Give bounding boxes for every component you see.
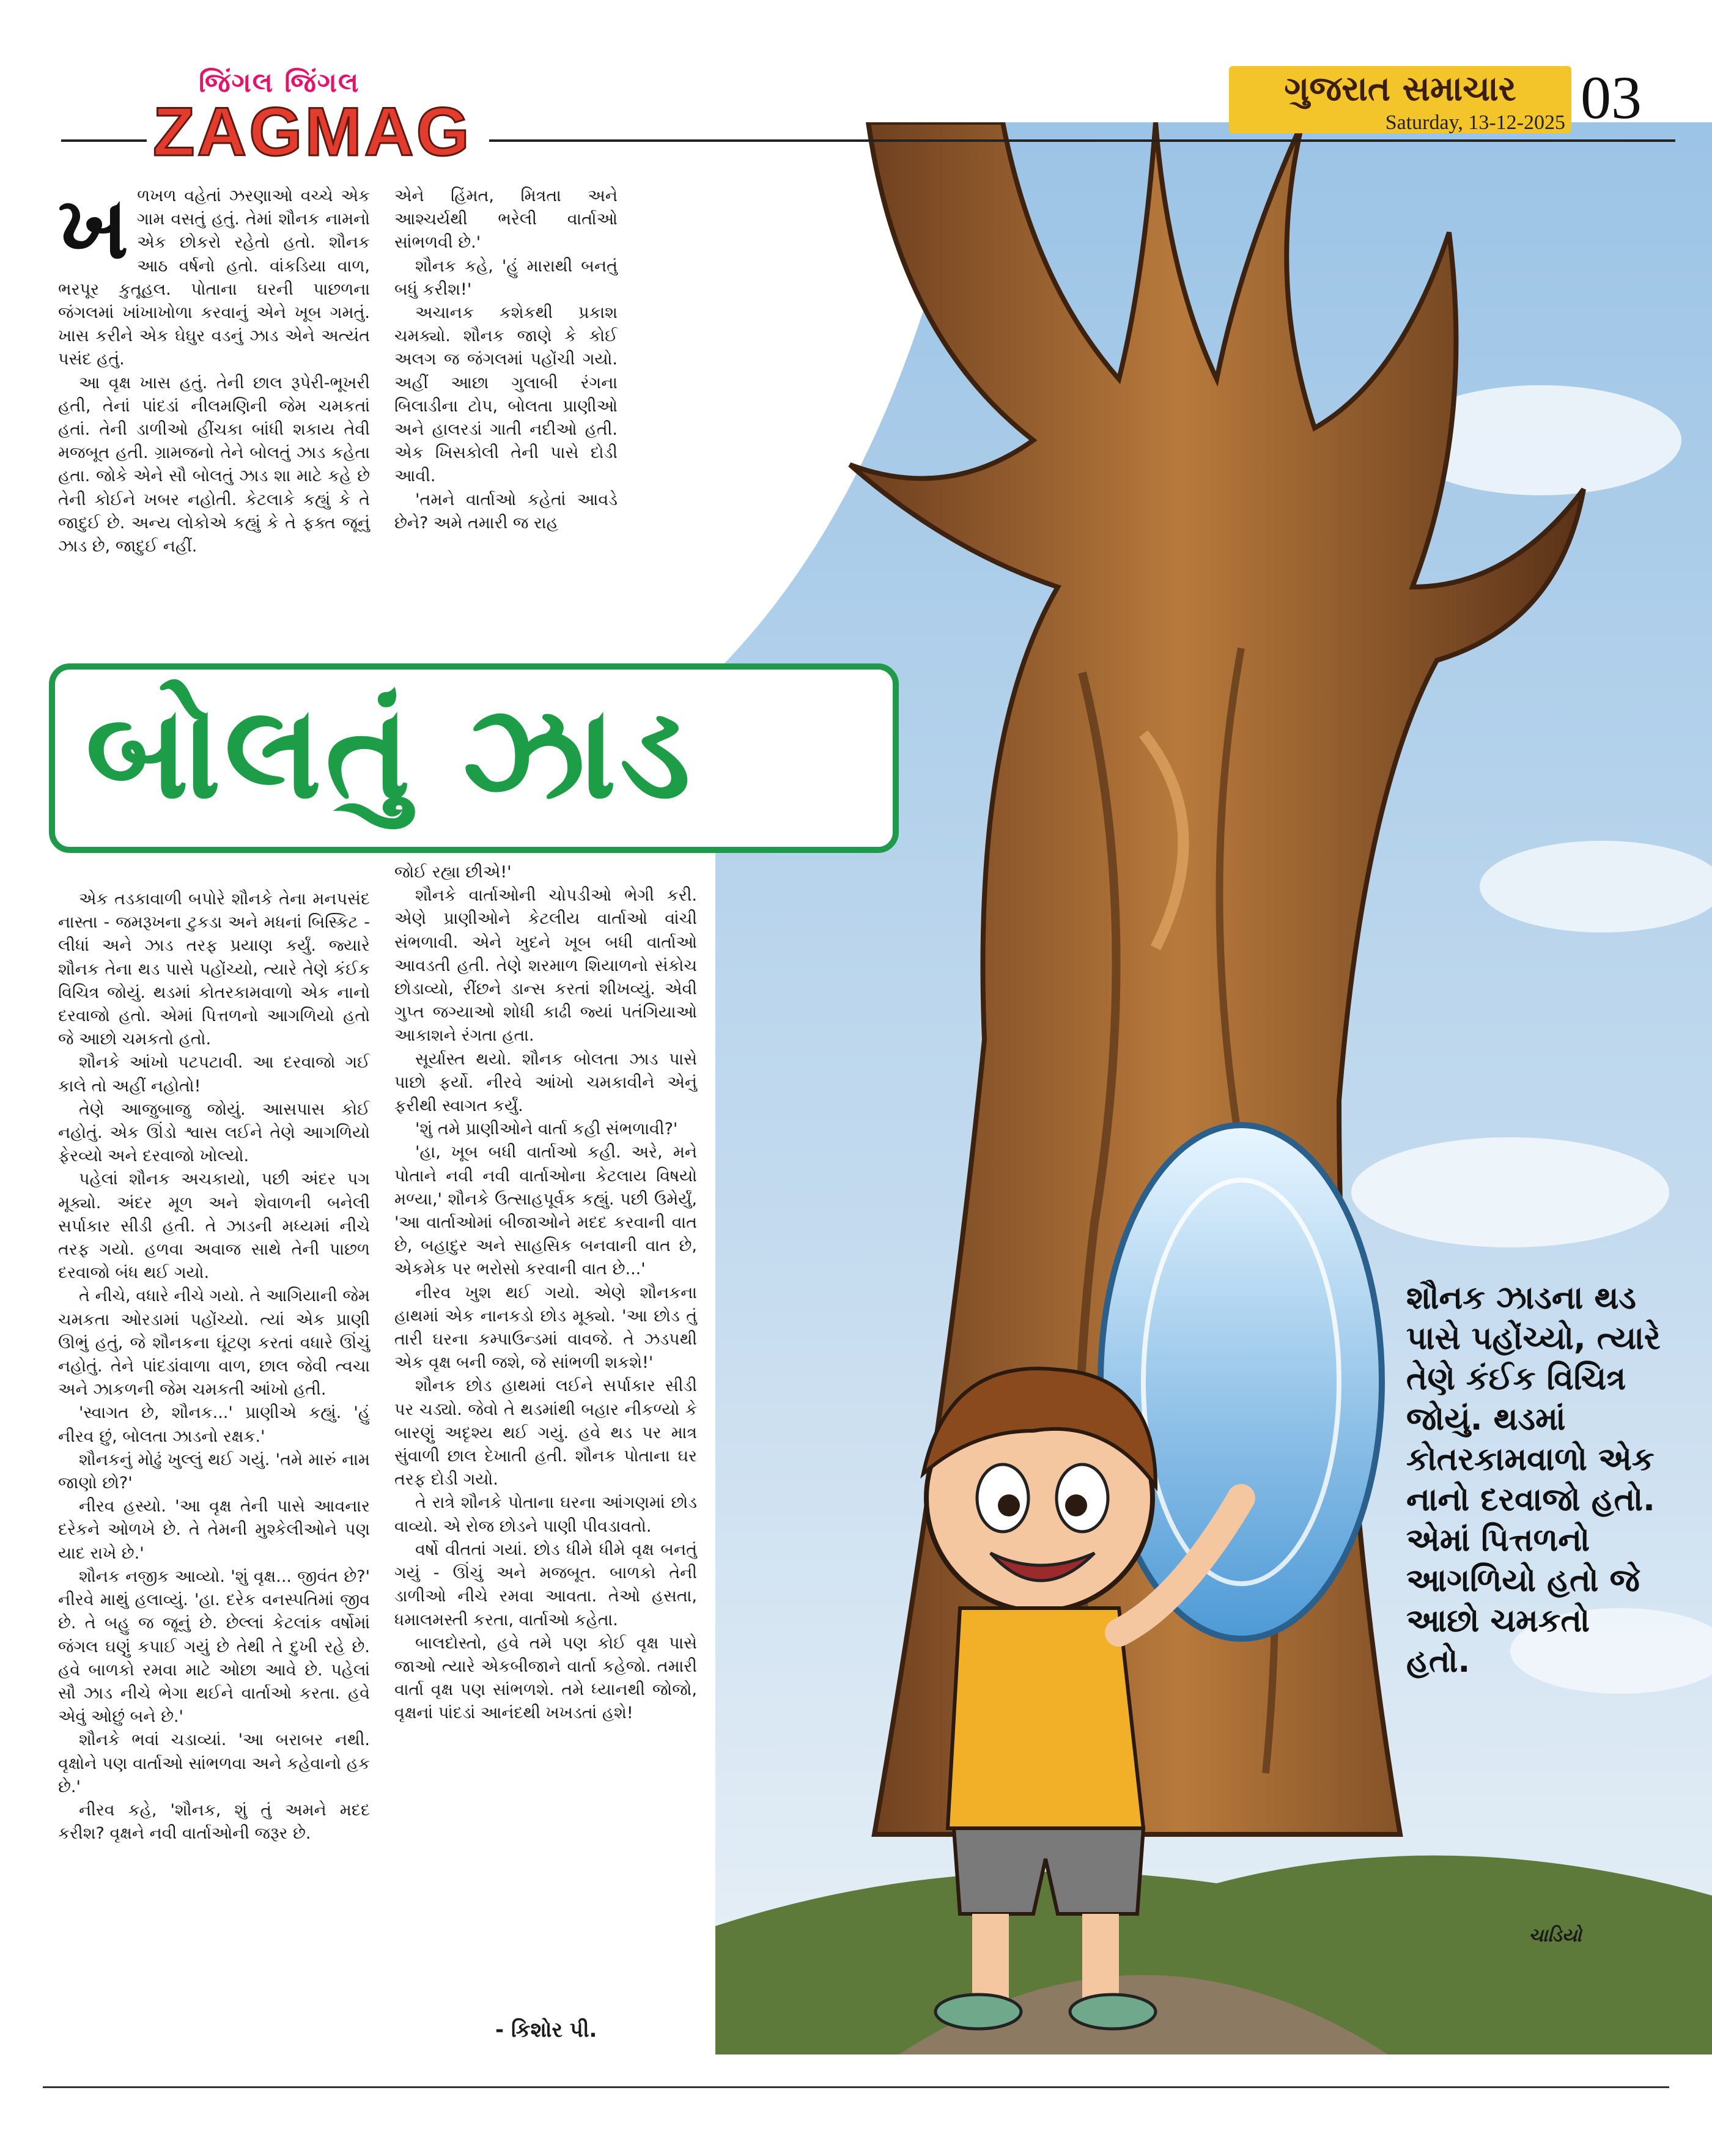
paragraph: નીરવ હસ્યો. 'આ વૃક્ષ તેની પાસે આવનાર દરેકને ઓળખે છે. તે તેમની મુશ્કેલીઓને પણ યાદ રાખે છે.': [58, 1497, 370, 1563]
paragraph: નીરવ કહે, 'શૌનક, શું તું અમને મદદ કરીશ? વૃક્ષને નવી વાર્તાઓની જરૂર છે.: [58, 1800, 370, 1844]
paragraph: 'તમને વાર્તાઓ કહેતાં આવડે છેને? અમે તમારી જ રાહ: [394, 490, 618, 533]
paragraph: પહેલાં શૌનક અચકાયો, પછી અંદર પગ મૂક્યો. અંદર મૂળ અને શેવાળની બનેલી સર્પાકાર સીડી હતી. તે ઝાડની મધ્યમાં નીચે તરફ ગયો. હળવા અવાજ સાથે તેની પાછળ દરવાજો બંધ થઈ ગયો.: [58, 1170, 370, 1283]
paragraph: શૌનક નજીક આવ્યો. 'શું વૃક્ષ... જીવંત છે?' નીરવે માથું હલાવ્યું. 'હા. દરેક વનસ્પતિમાં જીવ છે. તે બહુ જ જૂનું છે. છેલ્લાં કેટલાંક વર્ષોમાં જંગલ ઘણું કપાઈ ગયું છે તેથી તે દુખી રહે છે. હવે બાળકો રમવા માટે ઓછા આવે છે. પહેલાં સૌ ઝાડ નીચે ભેગા થઈને વાર્તાઓ કરતા. હવે એવું ઓછું બને છે.': [58, 1567, 370, 1727]
article-column-1: [58, 179, 370, 649]
paragraph: 'હા, ખૂબ બધી વાર્તાઓ કહી. અરે, મને પોતાને નવી નવી વાર્તાઓના કેટલાય વિષયો મળ્યા,' શૌનકે ઉત્સાહપૂર્વક કહ્યું. પછી ઉમેર્યું, 'આ વાર્તાઓમાં બીજાઓને મદદ કરવાની વાત છે, બહાદુર અને સાહસિક બનવાની વાત છે, એકમેક પર ભરોસો કરવાની વાત છે...': [394, 1143, 697, 1279]
paragraph: એક તડકાવાળી બપોરે શૌનકે તેના મનપસંદ નાસ્તા - જમરૂખના ટુકડા અને મધનાં બિસ્કિટ - લીધાં અને ઝાડ તરફ પ્રયાણ કર્યું. જ્યારે શૌનક તેના થડ પાસે પહોંચ્યો, ત્યારે તેણે કંઈક વિચિત્ર જોયું. થડમાં કોતરકામવાળો એક નાનો દરવાજો હતો. એમાં પિત્તળનો આગળિયો હતો જે આછો ચમકતો હતો.: [58, 890, 370, 1049]
paragraph: શૌનક છોડ હાથમાં લઈને સર્પાકાર સીડી પર ચડ્યો. જેવો તે થડમાંથી બહાર નીકળ્યો કે બારણું અદૃશ્ય થઈ ગયું. હવે થડ પર માત્ર સુંવાળી છાલ દેખાતી હતી. શૌનક પોતાના ઘર તરફ દોડી ગયો.: [394, 1376, 697, 1490]
paragraph: જોઈ રહ્યા છીએ!': [394, 863, 512, 882]
paragraph: નીરવ ખુશ થઈ ગયો. એણે શૌનકના હાથમાં એક નાનકડો છોડ મૂક્યો. 'આ છોડ તું તારી ઘરના કમ્પાઉન્ડમાં વાવજે. તે ઝડપથી એક વૃક્ષ બની જશે, જે સાંભળી શકશે!': [394, 1283, 697, 1373]
paragraph: અચાનક કશેકથી પ્રકાશ ચમક્યો. શૌનક જાણે કે કોઈ અલગ જ જંગલમાં પહોંચી ગયો. અહીં આછા ગુલાબી રંગના બિલાડીના ટોપ, બોલતા પ્રાણીઓ અને હાલરડાં ગાતી નદીઓ હતી. એક ખિસકોલી તેની પાસે દોડી આવી.: [394, 303, 618, 486]
paragraph: ળખળ વહેતાં ઝરણાઓ વચ્ચે એક ગામ વસતું હતું. તેમાં શૌનક નામનો એક છોકરો રહેતો હતો. શૌનક આઠ વર્ષનો હતો. વાંકડિયા વાળ, ભરપૂર કુતૂહલ. પોતાના ઘરની પાછળના જંગલમાં ખાંખાખોળા કરવાનું એને ખૂબ ગમતું. ખાસ કરીને એક ઘેઘુર વડનું ઝાડ એને અત્યંત પસંદ હતું.: [58, 186, 370, 369]
paragraph: શૌનકે વાર્તાઓની ચોપડીઓ ભેગી કરી. એણે પ્રાણીઓને કેટલીય વાર્તાઓ વાંચી સંભળાવી. એને ખુદને ખૂબ બધી વાર્તાઓ આવડતી હતી. તેણે શરમાળ શિયાળનો સંકોચ છોડાવ્યો, રીંછને ડાન્સ કરતાં શીખવ્યું. એવી ગુપ્ત જગ્યાઓ શોધી કાઢી જ્યાં પતંગિયાઓ આકાશને રંગતા હતા.: [394, 886, 697, 1046]
header-rule-left: [61, 139, 147, 142]
drop-cap: ખ: [58, 179, 129, 278]
author-credit: - કિશોર પી.: [495, 2018, 597, 2042]
article-column-2: [394, 185, 618, 607]
paragraph: શૌનક કહે, 'હું મારાથી બનતું બધું કરીશ!': [394, 256, 618, 299]
footer-rule: [43, 2086, 1669, 2088]
paragraph: 'શું તમે પ્રાણીઓને વાર્તા કહી સંભળાવી?': [415, 1120, 678, 1139]
article-column-4: [394, 861, 697, 2017]
illustrator-signature: ચાડિયો: [1529, 1925, 1582, 1946]
section-brand-logo: [153, 94, 472, 170]
story-illustration: [715, 122, 1712, 2054]
headline: બોલતું ઝાડ: [86, 677, 695, 827]
header-rule-right: [489, 139, 1675, 142]
paragraph: વર્ષો વીતતાં ગયાં. છોડ ધીમે ધીમે વૃક્ષ બનતું ગયું - ઊંચું અને મજબૂત. બાળકો તેની ડાળીઓ નીચે રમવા આવતા. તેઓ હસતા, ધમાલમસ્તી કરતા, વાર્તાઓ કહેતા.: [394, 1540, 697, 1630]
paragraph: તેણે આજુબાજુ જોયું. આસપાસ કોઈ નહોતું. એક ઊંડો શ્વાસ લઈને તેણે આગળિયો ફેરવ્યો અને દરવાજો ખોલ્યો.: [58, 1099, 370, 1166]
paragraph: તે નીચે, વધારે નીચે ગયો. તે આગિયાની જેમ ચમકતા ઓરડામાં પહોંચ્યો. ત્યાં એક પ્રાણી ઊભું હતું, જે શૌનકના ઘૂંટણ કરતાં વધારે ઊંચું નહોતું. તેને પાંદડાંવાળા વાળ, છાલ જેવી ત્વચા અને ઝાકળની જેમ ચમકતી આંખો હતી.: [58, 1287, 370, 1400]
section-brand-subtitle: જિંગલ જિંગલ: [199, 67, 360, 98]
issue-date: Saturday, 13-12-2025: [1385, 111, 1565, 134]
paragraph: શૌનકનું મોઢું ખુલ્લું થઈ ગયું. 'તમે મારું નામ જાણો છો?': [58, 1450, 370, 1493]
brand-logo-text: ZAGMAG: [153, 94, 472, 170]
paragraph: સૂર્યાસ્ત થયો. શૌનક બોલતા ઝાડ પાસે પાછો ફર્યો. નીરવે આંખો ચમકાવીને એનું ફરીથી સ્વાગત કર્યું.: [394, 1049, 697, 1116]
paragraph: શૌનકે ભવાં ચડાવ્યાં. 'આ બરાબર નથી. વૃક્ષોને પણ વાર્તાઓ સાંભળવા અને કહેવાનો હક છે.': [58, 1730, 370, 1796]
paragraph: 'સ્વાગત છે, શૌનક...' પ્રાણીએ કહ્યું. 'હું નીરવ છું, બોલતા ઝાડનો રક્ષક.': [58, 1403, 370, 1446]
paragraph: શૌનકે આંખો પટપટાવી. આ દરવાજો ગઈ કાલે તો અહીં નહોતો!: [58, 1053, 370, 1096]
pull-quote: શૌનક ઝાડના થડ પાસે પહોંચ્યો, ત્યારે તેણે કંઈક વિચિત્ર જોયું. થડમાં કોતરકામવાળો એક નાનો દરવાજો હતો. એમાં પિત્તળનો આગળિયો હતો જે આછો ચમકતો હતો.: [1406, 1280, 1661, 1680]
tree-door-portal-icon: [1101, 1125, 1382, 1639]
article-column-3: [58, 888, 370, 2043]
newspaper-name: ગુજરાત સમાચાર: [1284, 68, 1516, 109]
paragraph: એને હિંમત, મિત્રતા અને આશ્ચર્યથી ભરેલી વાર્તાઓ સાંભળવી છે.': [394, 186, 618, 253]
paragraph: તે રાત્રે શૌનકે પોતાના ઘરના આંગણમાં છોડ વાવ્યો. એ રોજ છોડને પાણી પીવડાવતો.: [394, 1493, 697, 1536]
page-number: 03: [1581, 64, 1642, 131]
paragraph: બાલદોસ્તો, હવે તમે પણ કોઈ વૃક્ષ પાસે જાઓ ત્યારે એકબીજાને વાર્તા કહેજો. તમારી વાર્તા વૃક્ષ પણ સાંભળશે. તમે ધ્યાનથી જોજો, વૃક્ષનાં પાંદડાં આનંદથી ખખડતાં હશે!: [394, 1633, 697, 1723]
paragraph: આ વૃક્ષ ખાસ હતું. તેની છાલ રૂપેરી-ભૂખરી હતી, તેનાં પાંદડાં નીલમણિની જેમ ચમકતાં હતાં. તેની ડાળીઓ હીંચકા બાંધી શકાય તેવી મજબૂત હતી. ગ્રામજનો તેને બોલતું ઝાડ કહેતા હતા. જોકે એને સૌ બોલતું ઝાડ શા માટે કહે છે તેની કોઈને ખબર નહોતી. કેટલાકે કહ્યું કે તે જાદુઈ છે. અન્ય લોકોએ કહ્યું કે તે ફક્ત જૂનું ઝાડ છે, જાદુઈ નહીં.: [58, 373, 370, 556]
